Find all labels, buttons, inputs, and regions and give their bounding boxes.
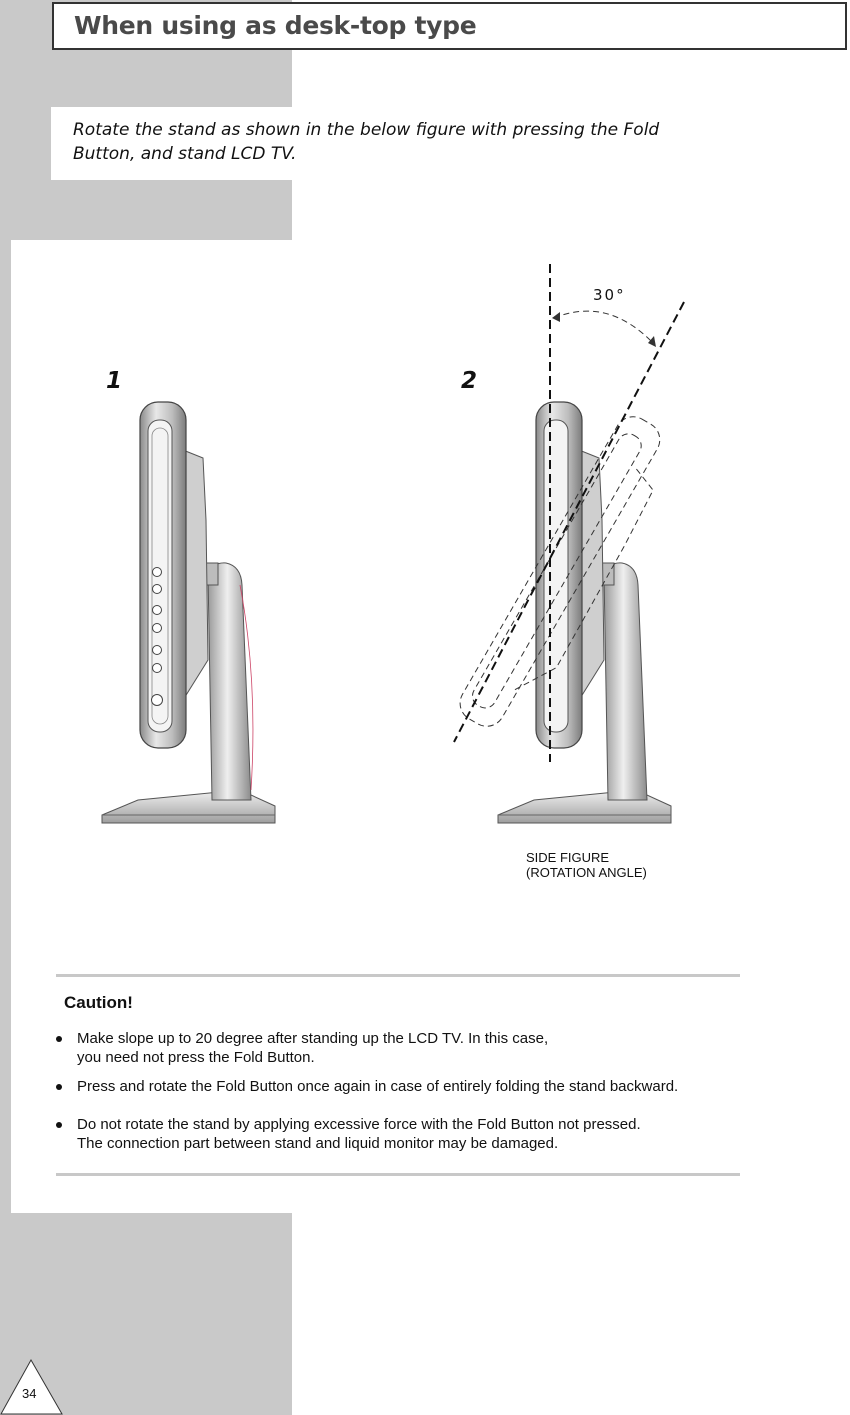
figure-2-tv-rotation-view (454, 264, 686, 823)
caution-item-1-line-1: Make slope up to 20 degree after standing up the LCD TV. In this case, (77, 1030, 549, 1047)
bullet-icon (56, 1084, 62, 1090)
section-title: When using as desk-top type (74, 11, 477, 40)
caution-item-3-line-1: Do not rotate the stand by applying excessive force with the Fold Button not pressed. (77, 1116, 641, 1133)
page-number: 34 (22, 1386, 37, 1401)
caution-item-1 (56, 1029, 756, 1067)
caution-item-1-line-2: you need not press the Fold Button. (77, 1049, 315, 1066)
caution-item-2-line-1: Press and rotate the Fold Button once again in case of entirely folding the stand backward. (77, 1078, 679, 1095)
caption-line-2: (ROTATION ANGLE) (526, 865, 647, 880)
instruction-line-1: Rotate the stand as shown in the below figure with pressing the Fold (73, 120, 660, 140)
caution-item-3-line-2: The connection part between stand and liquid monitor may be damaged. (77, 1135, 559, 1152)
figure-1-label: 1 (106, 368, 123, 394)
rotation-angle-label: 30° (593, 286, 626, 304)
caution-bottom-rule (56, 1173, 740, 1176)
figure-1-tv-side-view (102, 402, 275, 823)
instruction-line-2: Button, and stand LCD TV. (73, 144, 297, 164)
caption-line-1: SIDE FIGURE (526, 850, 610, 865)
caution-title: Caution! (64, 993, 133, 1012)
bullet-icon (56, 1036, 62, 1042)
caution-top-rule (56, 974, 740, 977)
caution-item-2 (56, 1077, 756, 1096)
bullet-icon (56, 1122, 62, 1128)
figure-caption (526, 850, 647, 880)
caution-item-3 (56, 1115, 756, 1153)
figure-2-label: 2 (461, 368, 478, 394)
